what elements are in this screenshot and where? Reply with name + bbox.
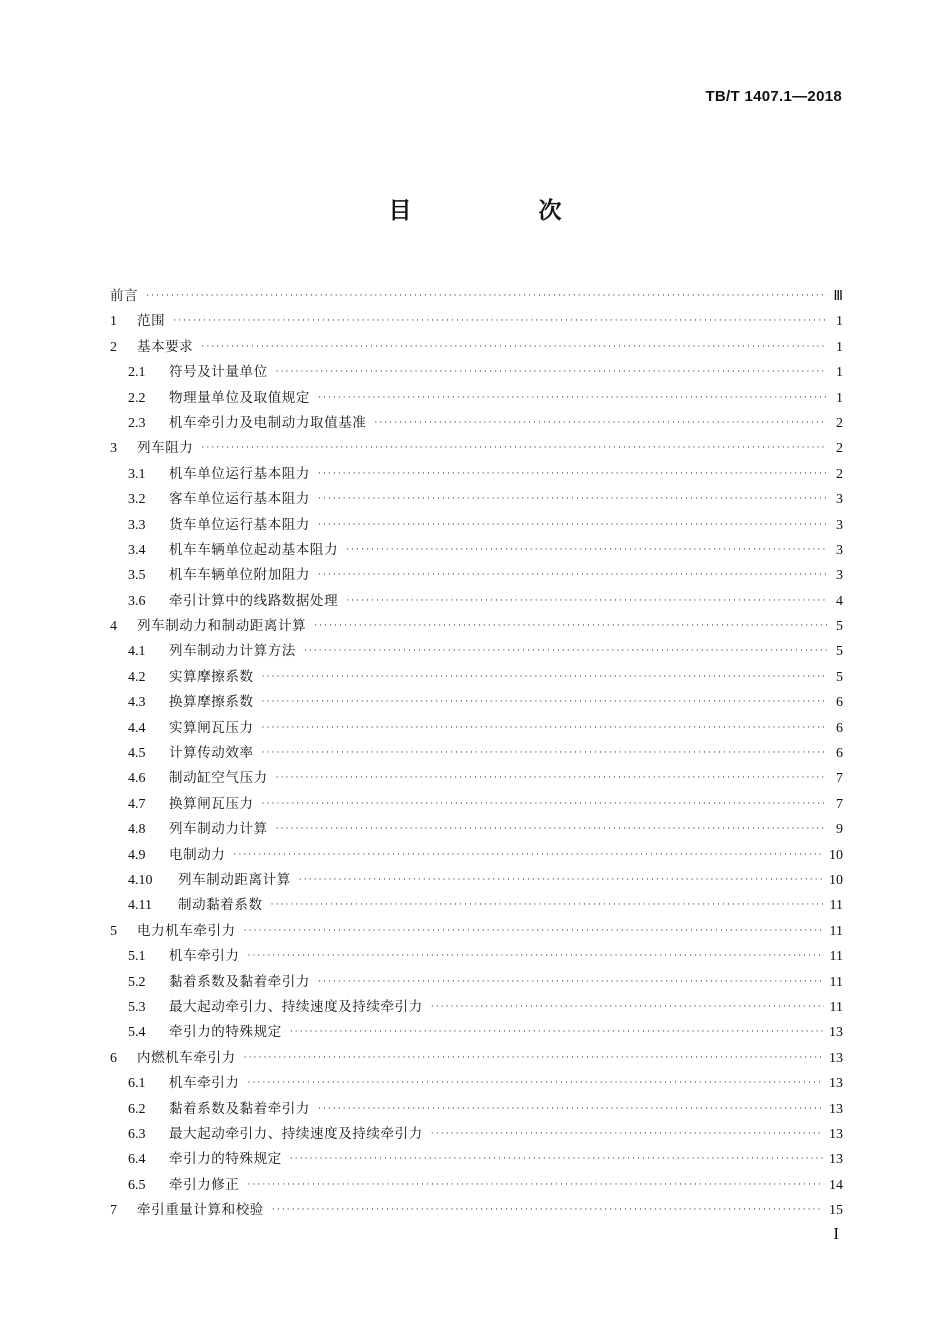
toc-entry-number: 5.3 [128, 999, 146, 1015]
toc-entry-number: 3.3 [128, 517, 146, 533]
toc-entry-label: 电制动力 [169, 846, 226, 863]
toc-dot-leader [276, 766, 827, 791]
toc-entry-label: 最大起动牵引力、持续速度及持续牵引力 [169, 1125, 423, 1142]
toc-entry-page: 7 [836, 771, 843, 787]
toc-entry-label: 前言 [110, 288, 139, 304]
toc-dot-leader [271, 893, 824, 918]
toc-entry[interactable] [110, 919, 843, 944]
toc-entry-number: 4.8 [128, 822, 146, 838]
toc-entry-number: 3.2 [128, 492, 146, 508]
toc-entry-page: 2 [836, 441, 843, 457]
toc-entry-number: 4.1 [128, 644, 146, 660]
toc-entry-page: 5 [836, 669, 843, 685]
toc-entry-number: 4.2 [128, 669, 146, 685]
toc-entry-number: 6.5 [128, 1177, 146, 1193]
toc-entry[interactable] [110, 563, 843, 588]
toc-entry-label: 制动黏着系数 [178, 897, 263, 914]
toc-entry-label: 黏着系数及黏着牵引力 [169, 1100, 310, 1117]
toc-entry-number: 3.4 [128, 542, 146, 558]
toc-entry[interactable] [110, 893, 843, 918]
toc-entry[interactable] [110, 1198, 843, 1223]
toc-entry[interactable] [110, 995, 843, 1020]
toc-entry-number: 4.4 [128, 720, 146, 736]
toc-entry-page: 11 [829, 949, 843, 965]
toc-dot-leader [262, 792, 827, 817]
toc-entry[interactable] [110, 309, 843, 334]
toc-dot-leader [248, 1173, 824, 1198]
toc-dot-leader [276, 817, 827, 842]
toc-dot-leader [146, 284, 827, 309]
toc-entry-number: 4.5 [128, 746, 146, 762]
toc-entry-label: 列车制动力计算方法 [169, 643, 296, 660]
toc-dot-leader [276, 360, 827, 385]
toc-entry-page: 11 [829, 898, 843, 914]
toc-entry[interactable] [110, 411, 843, 436]
toc-entry-page: 3 [836, 542, 843, 558]
toc-entry-number: 5.4 [128, 1025, 146, 1041]
toc-entry[interactable] [110, 970, 843, 995]
toc-dot-leader [290, 1147, 823, 1172]
toc-dot-leader [262, 690, 827, 715]
toc-entry-label: 机车牵引力及电制动力取值基准 [169, 414, 367, 431]
toc-entry-number: 4.10 [128, 872, 153, 888]
toc-entry-number: 6.2 [128, 1101, 146, 1117]
toc-entry[interactable] [110, 1122, 843, 1147]
toc-entry-number: 2.3 [128, 415, 146, 431]
toc-entry-page: 1 [836, 339, 843, 355]
toc-entry[interactable] [110, 843, 843, 868]
toc-entry-page: 4 [836, 593, 843, 609]
toc-entry-page: 3 [836, 492, 843, 508]
toc-entry-page: 11 [829, 999, 843, 1015]
toc-dot-leader [431, 995, 824, 1020]
toc-entry-page: 3 [836, 517, 843, 533]
toc-entry-number: 3.5 [128, 568, 146, 584]
toc-entry-label: 机车牵引力 [169, 948, 240, 965]
toc-entry-page: 1 [836, 390, 843, 406]
toc-entry[interactable] [110, 665, 843, 690]
toc-dot-leader [318, 513, 827, 538]
toc-entry-number: 4.11 [128, 898, 152, 914]
toc-entry[interactable] [110, 792, 843, 817]
toc-dot-leader [318, 1097, 823, 1122]
table-of-contents [110, 284, 843, 1223]
toc-entry-number: 4.3 [128, 695, 146, 711]
toc-title: 目 次 [388, 198, 614, 224]
toc-entry-number: 2 [110, 339, 117, 355]
toc-dot-leader [318, 462, 827, 487]
toc-entry-label: 最大起动牵引力、持续速度及持续牵引力 [169, 998, 423, 1015]
toc-entry-page: 13 [829, 1050, 843, 1066]
toc-dot-leader [248, 944, 824, 969]
toc-dot-leader [201, 436, 827, 461]
toc-entry-page: 13 [829, 1101, 843, 1117]
toc-entry-number: 4.6 [128, 771, 146, 787]
toc-entry-label: 牵引计算中的线路数据处理 [169, 592, 339, 609]
toc-entry-number: 7 [110, 1203, 117, 1219]
toc-entry-number: 3.6 [128, 593, 146, 609]
toc-entry[interactable] [110, 487, 843, 512]
toc-entry-label: 机车单位运行基本阻力 [169, 465, 310, 482]
toc-entry-page: 15 [829, 1203, 843, 1219]
toc-entry[interactable] [110, 436, 843, 461]
toc-entry-page: Ⅲ [833, 289, 843, 304]
toc-entry-page: 9 [836, 822, 843, 838]
toc-entry-label: 货车单位运行基本阻力 [169, 516, 310, 533]
toc-entry-label: 实算闸瓦压力 [169, 719, 254, 736]
toc-dot-leader [272, 1198, 823, 1223]
toc-dot-leader [346, 589, 827, 614]
toc-entry-label: 电力机车牵引力 [137, 922, 236, 939]
toc-entry[interactable] [110, 614, 843, 639]
toc-dot-leader [262, 665, 827, 690]
toc-entry-page: 14 [829, 1177, 843, 1193]
toc-entry-label: 换算闸瓦压力 [169, 795, 254, 812]
toc-dot-leader [374, 411, 827, 436]
toc-entry-number: 1 [110, 314, 117, 330]
toc-entry-number: 3.1 [128, 466, 146, 482]
toc-entry-page: 10 [829, 847, 843, 863]
toc-entry-page: 11 [829, 974, 843, 990]
toc-entry-label: 换算摩擦系数 [169, 694, 254, 711]
toc-entry-page: 2 [836, 466, 843, 482]
toc-entry-page: 1 [836, 365, 843, 381]
toc-entry-number: 2.1 [128, 365, 146, 381]
toc-entry-number: 6.4 [128, 1152, 146, 1168]
toc-dot-leader [233, 843, 823, 868]
toc-entry[interactable] [110, 1020, 843, 1045]
toc-entry-label: 物理量单位及取值规定 [169, 389, 310, 406]
toc-entry-number: 5.1 [128, 949, 146, 965]
toc-entry[interactable] [110, 817, 843, 842]
toc-dot-leader [431, 1122, 823, 1147]
toc-entry-number: 3 [110, 441, 117, 457]
toc-entry-page: 1 [836, 314, 843, 330]
toc-entry-label: 黏着系数及黏着牵引力 [169, 973, 310, 990]
toc-entry[interactable] [110, 716, 843, 741]
toc-entry[interactable] [110, 868, 843, 893]
toc-entry-label: 牵引力的特殊规定 [169, 1024, 282, 1041]
toc-entry-label: 列车制动距离计算 [178, 871, 291, 888]
toc-dot-leader [318, 563, 827, 588]
toc-entry[interactable] [110, 589, 843, 614]
page-number: I [833, 1224, 839, 1243]
toc-entry-label: 机车车辆单位附加阻力 [169, 567, 310, 584]
toc-dot-leader [314, 614, 827, 639]
toc-entry-page: 13 [829, 1126, 843, 1142]
toc-entry-label: 计算传动效率 [169, 745, 254, 762]
toc-dot-leader [318, 970, 824, 995]
toc-entry-number: 4.9 [128, 847, 146, 863]
toc-entry-number: 5 [110, 923, 117, 939]
toc-entry-number: 6.3 [128, 1126, 146, 1142]
toc-entry-page: 2 [836, 415, 843, 431]
toc-entry[interactable] [110, 690, 843, 715]
toc-entry[interactable] [110, 386, 843, 411]
toc-entry[interactable] [110, 1097, 843, 1122]
toc-entry-label: 基本要求 [137, 338, 194, 355]
toc-dot-leader [248, 1071, 824, 1096]
toc-entry[interactable] [110, 462, 843, 487]
toc-entry[interactable] [110, 360, 843, 385]
toc-entry-page: 13 [829, 1076, 843, 1092]
toc-entry-label: 牵引力的特殊规定 [169, 1151, 282, 1168]
toc-dot-leader [304, 639, 827, 664]
toc-entry-number: 6 [110, 1050, 117, 1066]
toc-entry-page: 10 [829, 872, 843, 888]
toc-dot-leader [173, 309, 827, 334]
toc-entry-number: 2.2 [128, 390, 146, 406]
toc-entry-label: 列车制动力和制动距离计算 [137, 618, 307, 635]
toc-entry[interactable] [110, 1173, 843, 1198]
toc-entry-page: 6 [836, 746, 843, 762]
toc-entry-page: 7 [836, 796, 843, 812]
document-code: TB/T 1407.1—2018 [705, 88, 842, 105]
toc-dot-leader [318, 386, 827, 411]
toc-entry[interactable] [110, 335, 843, 360]
toc-entry-label: 列车制动力计算 [169, 821, 268, 838]
toc-entry-number: 4 [110, 619, 117, 635]
toc-entry-label: 客车单位运行基本阻力 [169, 491, 310, 508]
toc-entry[interactable] [110, 1147, 843, 1172]
toc-entry-label: 列车阻力 [137, 440, 194, 457]
toc-entry-page: 6 [836, 720, 843, 736]
toc-entry[interactable] [110, 741, 843, 766]
toc-dot-leader [290, 1020, 823, 1045]
toc-entry[interactable] [110, 538, 843, 563]
toc-entry-label: 内燃机车牵引力 [137, 1049, 236, 1066]
toc-dot-leader [262, 741, 827, 766]
toc-dot-leader [299, 868, 823, 893]
toc-entry-page: 5 [836, 644, 843, 660]
toc-entry-page: 11 [829, 923, 843, 939]
toc-entry-number: 5.2 [128, 974, 146, 990]
toc-dot-leader [201, 335, 827, 360]
toc-dot-leader [244, 919, 824, 944]
toc-entry[interactable] [110, 766, 843, 791]
toc-entry-page: 13 [829, 1152, 843, 1168]
toc-entry-label: 符号及计量单位 [169, 364, 268, 381]
toc-dot-leader [346, 538, 827, 563]
toc-entry[interactable] [110, 284, 843, 309]
toc-entry[interactable] [110, 639, 843, 664]
toc-entry-label: 机车牵引力 [169, 1075, 240, 1092]
toc-entry-page: 13 [829, 1025, 843, 1041]
toc-entry-page: 3 [836, 568, 843, 584]
toc-entry-label: 牵引重量计算和校验 [137, 1202, 264, 1219]
toc-dot-leader [318, 487, 827, 512]
toc-entry-label: 机车车辆单位起动基本阻力 [169, 541, 339, 558]
toc-entry[interactable] [110, 1071, 843, 1096]
toc-entry[interactable] [110, 1046, 843, 1071]
toc-dot-leader [262, 716, 827, 741]
toc-entry[interactable] [110, 944, 843, 969]
toc-dot-leader [244, 1046, 823, 1071]
toc-entry-page: 6 [836, 695, 843, 711]
toc-entry-number: 4.7 [128, 796, 146, 812]
toc-entry-number: 6.1 [128, 1076, 146, 1092]
toc-entry-label: 范围 [137, 313, 166, 330]
toc-entry-label: 实算摩擦系数 [169, 668, 254, 685]
toc-entry[interactable] [110, 513, 843, 538]
toc-entry-label: 制动缸空气压力 [169, 770, 268, 787]
toc-entry-label: 牵引力修正 [169, 1176, 240, 1193]
toc-entry-page: 5 [836, 619, 843, 635]
